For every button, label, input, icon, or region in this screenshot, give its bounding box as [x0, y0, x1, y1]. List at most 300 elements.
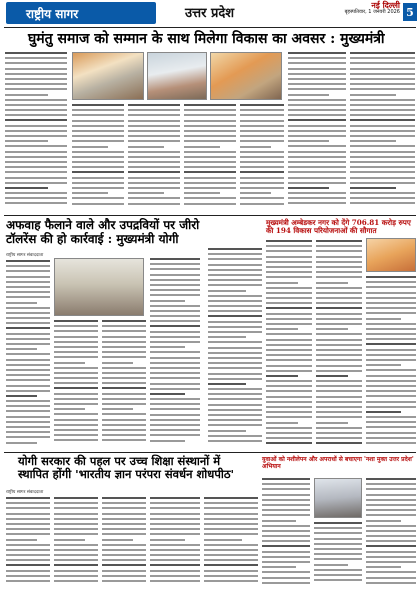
- text-line: [150, 419, 200, 421]
- text-line: [366, 566, 401, 568]
- text-line: [5, 166, 67, 168]
- text-line: [316, 261, 362, 263]
- text-line: [150, 434, 200, 436]
- text-line: [240, 104, 284, 106]
- news-photo: [210, 52, 282, 100]
- text-line: [266, 396, 312, 398]
- text-line: [288, 177, 346, 179]
- text-line: [72, 140, 124, 142]
- text-line: [288, 104, 346, 106]
- text-line: [150, 372, 200, 374]
- text-column: [6, 497, 50, 589]
- text-line: [128, 166, 180, 168]
- text-line: [128, 120, 180, 122]
- text-line: [54, 539, 85, 541]
- text-line: [316, 339, 362, 341]
- text-line: [102, 419, 146, 421]
- text-line: [5, 88, 67, 90]
- text-line: [150, 263, 200, 265]
- text-line: [316, 437, 362, 439]
- text-line: [208, 305, 262, 307]
- text-line: [184, 203, 236, 205]
- text-line: [288, 182, 346, 184]
- text-line: [6, 369, 50, 371]
- text-line: [150, 310, 200, 312]
- text-line: [6, 286, 50, 288]
- text-line: [102, 575, 146, 577]
- text-line: [316, 432, 362, 434]
- divider: [4, 215, 416, 216]
- text-line: [314, 558, 362, 560]
- text-line: [102, 367, 146, 369]
- text-line: [208, 367, 262, 369]
- text-line: [350, 52, 415, 54]
- text-line: [54, 393, 98, 395]
- text-line: [350, 151, 415, 153]
- text-line: [6, 281, 50, 283]
- text-line: [6, 374, 50, 376]
- text-line: [288, 166, 346, 168]
- text-line: [316, 328, 348, 330]
- text-line: [6, 416, 50, 418]
- text-line: [366, 359, 416, 361]
- text-line: [6, 390, 50, 392]
- text-line: [128, 156, 180, 158]
- text-line: [5, 156, 67, 158]
- text-line: [184, 120, 236, 122]
- text-column: [366, 276, 416, 448]
- text-line: [316, 427, 362, 429]
- text-line: [102, 330, 146, 332]
- text-line: [150, 325, 200, 327]
- text-line: [54, 507, 98, 509]
- text-line: [314, 548, 362, 550]
- text-line: [350, 94, 396, 96]
- text-line: [6, 539, 37, 541]
- text-line: [150, 549, 200, 551]
- text-line: [316, 344, 362, 346]
- text-line: [6, 270, 50, 272]
- text-line: [150, 377, 200, 379]
- text-line: [366, 364, 401, 366]
- text-line: [6, 395, 37, 397]
- text-line: [262, 478, 310, 480]
- text-line: [150, 539, 185, 541]
- text-line: [208, 383, 246, 385]
- text-line: [5, 187, 48, 189]
- text-line: [54, 382, 98, 384]
- text-line: [128, 130, 180, 132]
- text-line: [150, 331, 200, 333]
- text-line: [128, 146, 164, 148]
- headline-mid-left: अफवाह फैलाने वाले और उपद्रवियों पर जीरो टॉलरेंस की हो कार्रवाई : मुख्यमंत्री योगी: [6, 218, 200, 246]
- text-line: [5, 177, 67, 179]
- text-line: [128, 171, 180, 173]
- text-line: [72, 125, 124, 127]
- text-line: [316, 354, 362, 356]
- text-line: [262, 509, 310, 511]
- text-line: [266, 416, 312, 418]
- text-line: [102, 523, 146, 525]
- text-line: [102, 341, 146, 343]
- text-line: [208, 295, 262, 297]
- text-line: [350, 135, 415, 137]
- text-line: [240, 192, 271, 194]
- text-line: [54, 523, 98, 525]
- text-line: [366, 545, 416, 547]
- text-line: [366, 520, 401, 522]
- text-line: [262, 545, 310, 547]
- text-line: [102, 356, 146, 358]
- text-line: [266, 442, 312, 444]
- text-line: [150, 300, 185, 302]
- news-photo: [147, 52, 207, 100]
- text-line: [150, 564, 200, 566]
- text-line: [288, 119, 346, 121]
- text-line: [262, 525, 310, 527]
- text-line: [5, 109, 67, 111]
- text-line: [102, 497, 146, 499]
- text-line: [102, 382, 146, 384]
- text-line: [6, 421, 50, 423]
- text-line: [266, 240, 312, 242]
- text-line: [208, 373, 262, 375]
- text-line: [184, 135, 236, 137]
- text-line: [150, 258, 200, 260]
- text-line: [266, 344, 312, 346]
- text-line: [6, 302, 37, 304]
- text-line: [54, 570, 98, 572]
- text-line: [6, 523, 50, 525]
- text-line: [102, 539, 133, 541]
- text-line: [102, 513, 146, 515]
- text-line: [204, 507, 258, 509]
- text-column: [262, 478, 310, 588]
- text-line: [350, 125, 415, 127]
- text-line: [208, 341, 262, 343]
- text-line: [6, 533, 50, 535]
- text-line: [366, 401, 416, 403]
- text-line: [266, 427, 312, 429]
- text-line: [288, 52, 346, 54]
- text-line: [128, 125, 180, 127]
- text-line: [366, 390, 416, 392]
- text-line: [266, 339, 312, 341]
- text-line: [150, 367, 200, 369]
- text-line: [72, 114, 124, 116]
- text-line: [288, 62, 346, 64]
- text-line: [5, 171, 67, 173]
- text-line: [204, 539, 242, 541]
- text-line: [5, 135, 67, 137]
- text-line: [208, 310, 262, 312]
- text-line: [240, 130, 284, 132]
- text-line: [102, 351, 146, 353]
- text-line: [184, 166, 236, 168]
- text-line: [184, 109, 236, 111]
- text-line: [102, 570, 146, 572]
- text-line: [150, 362, 200, 364]
- text-line: [102, 387, 146, 389]
- text-line: [350, 202, 415, 204]
- text-line: [266, 276, 312, 278]
- text-line: [208, 409, 262, 411]
- text-line: [316, 282, 348, 284]
- text-line: [150, 284, 200, 286]
- text-line: [316, 250, 362, 252]
- text-line: [366, 421, 416, 423]
- text-line: [5, 73, 67, 75]
- text-line: [366, 307, 416, 309]
- text-line: [6, 317, 50, 319]
- text-column: [102, 497, 146, 589]
- text-line: [266, 313, 312, 315]
- text-line: [6, 549, 50, 551]
- text-line: [266, 401, 312, 403]
- text-line: [204, 570, 258, 572]
- text-line: [316, 256, 362, 258]
- text-line: [150, 320, 200, 322]
- text-line: [6, 436, 50, 438]
- text-line: [150, 440, 185, 442]
- text-line: [54, 419, 98, 421]
- text-line: [72, 166, 124, 168]
- text-line: [350, 57, 415, 59]
- text-line: [262, 514, 310, 516]
- text-line: [288, 171, 346, 173]
- text-line: [128, 151, 180, 153]
- text-line: [150, 507, 200, 509]
- text-line: [5, 192, 67, 194]
- text-line: [204, 544, 258, 546]
- text-line: [150, 533, 200, 535]
- text-line: [184, 192, 220, 194]
- text-line: [54, 346, 98, 348]
- text-line: [208, 440, 262, 442]
- text-line: [314, 538, 362, 540]
- text-line: [208, 347, 262, 349]
- text-line: [128, 177, 180, 179]
- text-line: [204, 502, 258, 504]
- text-column: [54, 320, 98, 448]
- text-line: [366, 354, 416, 356]
- text-line: [150, 559, 200, 561]
- text-line: [150, 523, 200, 525]
- text-line: [102, 413, 146, 415]
- text-line: [208, 435, 262, 437]
- text-line: [240, 140, 284, 142]
- text-line: [150, 268, 200, 270]
- text-line: [150, 513, 200, 515]
- text-line: [288, 192, 346, 194]
- text-line: [266, 302, 312, 304]
- text-line: [266, 245, 312, 247]
- text-line: [102, 403, 146, 405]
- text-line: [54, 398, 98, 400]
- text-column: [204, 497, 258, 589]
- text-line: [366, 343, 416, 345]
- text-line: [204, 575, 258, 577]
- text-line: [266, 318, 312, 320]
- text-line: [208, 388, 262, 390]
- text-line: [128, 203, 180, 205]
- section-title: उत्तर प्रदेश: [185, 6, 235, 21]
- text-line: [150, 528, 200, 530]
- text-line: [266, 333, 312, 335]
- text-line: [102, 424, 146, 426]
- text-line: [54, 518, 98, 520]
- text-line: [316, 385, 362, 387]
- text-line: [204, 549, 258, 551]
- text-line: [288, 83, 346, 85]
- text-line: [366, 302, 416, 304]
- text-line: [72, 151, 124, 153]
- text-line: [5, 99, 67, 101]
- text-line: [288, 187, 329, 189]
- text-line: [6, 359, 50, 361]
- text-line: [350, 197, 415, 199]
- text-line: [54, 559, 98, 561]
- edition-city: नई दिल्ली: [371, 1, 400, 10]
- text-line: [208, 248, 262, 250]
- text-line: [288, 161, 346, 163]
- text-line: [240, 120, 284, 122]
- text-line: [128, 161, 180, 163]
- text-line: [204, 580, 258, 582]
- text-line: [316, 365, 362, 367]
- text-line: [54, 424, 98, 426]
- text-line: [54, 377, 98, 379]
- text-line: [240, 182, 284, 184]
- text-line: [72, 109, 124, 111]
- text-line: [128, 140, 180, 142]
- text-line: [366, 333, 416, 335]
- text-line: [150, 341, 200, 343]
- text-line: [266, 370, 312, 372]
- text-line: [288, 202, 346, 204]
- text-line: [240, 135, 284, 137]
- text-line: [316, 416, 362, 418]
- text-line: [5, 119, 67, 121]
- text-line: [266, 365, 312, 367]
- text-line: [150, 294, 200, 296]
- text-line: [6, 343, 50, 345]
- text-line: [6, 348, 37, 350]
- text-line: [102, 502, 146, 504]
- text-line: [350, 192, 415, 194]
- text-line: [6, 575, 50, 577]
- text-line: [72, 182, 124, 184]
- text-line: [204, 518, 258, 520]
- text-line: [350, 109, 415, 111]
- text-line: [366, 499, 416, 501]
- text-line: [6, 513, 50, 515]
- text-line: [150, 289, 200, 291]
- text-line: [266, 271, 312, 273]
- text-line: [266, 250, 312, 252]
- text-line: [6, 544, 50, 546]
- text-line: [6, 322, 50, 324]
- text-line: [102, 518, 146, 520]
- text-line: [72, 177, 124, 179]
- text-line: [366, 535, 416, 537]
- text-line: [184, 146, 220, 148]
- news-photo: [54, 258, 144, 316]
- text-line: [6, 507, 50, 509]
- text-line: [314, 564, 348, 566]
- text-line: [6, 291, 50, 293]
- text-line: [288, 78, 346, 80]
- text-line: [184, 187, 236, 189]
- text-line: [262, 494, 310, 496]
- text-line: [150, 393, 185, 395]
- text-line: [6, 353, 50, 355]
- text-line: [204, 564, 258, 566]
- text-line: [350, 78, 415, 80]
- text-line: [314, 553, 362, 555]
- text-line: [266, 390, 312, 392]
- text-line: [350, 156, 415, 158]
- text-line: [366, 582, 416, 584]
- text-line: [288, 156, 346, 158]
- text-line: [316, 240, 362, 242]
- text-line: [6, 307, 50, 309]
- text-line: [262, 551, 310, 553]
- text-line: [262, 556, 310, 558]
- text-line: [288, 145, 346, 147]
- text-line: [54, 341, 98, 343]
- text-line: [316, 422, 348, 424]
- text-line: [262, 499, 310, 501]
- text-line: [54, 513, 98, 515]
- text-line: [208, 321, 262, 323]
- text-line: [316, 411, 362, 413]
- text-line: [366, 349, 416, 351]
- text-line: [366, 504, 416, 506]
- text-line: [102, 533, 146, 535]
- text-line: [54, 336, 98, 338]
- text-line: [204, 533, 258, 535]
- text-line: [150, 274, 200, 276]
- text-line: [266, 437, 312, 439]
- text-line: [54, 439, 98, 441]
- text-line: [208, 362, 262, 364]
- text-line: [208, 424, 262, 426]
- text-line: [316, 287, 362, 289]
- text-line: [54, 403, 98, 405]
- text-line: [366, 561, 416, 563]
- text-line: [208, 378, 262, 380]
- text-line: [150, 279, 200, 281]
- text-line: [208, 274, 262, 276]
- text-line: [6, 333, 50, 335]
- text-line: [150, 580, 200, 582]
- text-line: [366, 442, 416, 444]
- text-line: [350, 161, 415, 163]
- text-column: [150, 497, 200, 589]
- text-line: [288, 130, 346, 132]
- text-line: [240, 109, 284, 111]
- text-line: [262, 530, 310, 532]
- text-line: [266, 411, 312, 413]
- text-line: [316, 302, 362, 304]
- byline: राष्ट्रीय सागर संवाददाता: [6, 490, 44, 495]
- text-line: [102, 559, 146, 561]
- text-line: [184, 156, 236, 158]
- text-line: [72, 203, 124, 205]
- text-line: [6, 296, 50, 298]
- text-line: [204, 497, 258, 499]
